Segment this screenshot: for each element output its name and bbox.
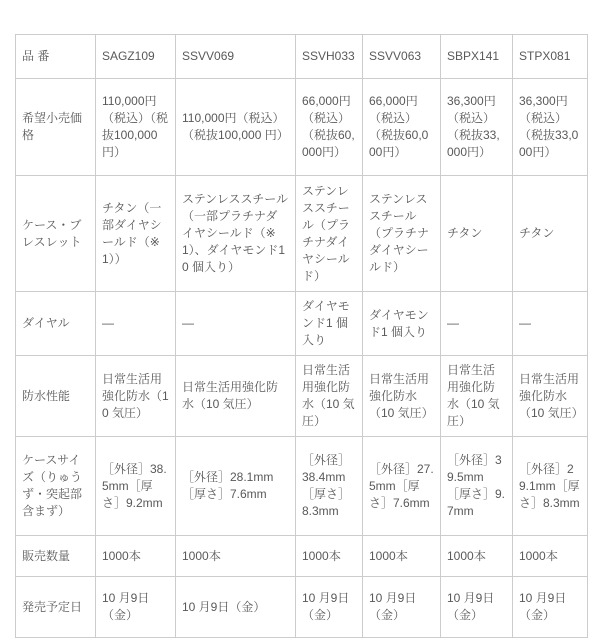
spec-cell: 1000本 bbox=[96, 536, 176, 577]
spec-cell: 10 月9日（金） bbox=[176, 577, 296, 638]
header-product-code: SSVV069 bbox=[176, 35, 296, 79]
table-row-water-resistance bbox=[16, 356, 588, 437]
spec-cell: 日常生活用強化防水（10 気圧） bbox=[363, 356, 441, 437]
spec-cell: 36,300円（税込）（税抜33,000円） bbox=[513, 79, 588, 176]
spec-cell: 10 月9日（金） bbox=[296, 577, 363, 638]
spec-cell: 10 月9日（金） bbox=[96, 577, 176, 638]
header-product-code: SSVV063 bbox=[363, 35, 441, 79]
header-product-code: STPX081 bbox=[513, 35, 588, 79]
spec-cell: 66,000円（税込）（税抜60,000円） bbox=[363, 79, 441, 176]
product-spec-table bbox=[15, 34, 588, 638]
spec-cell: 日常生活用強化防水（10 気圧） bbox=[96, 356, 176, 437]
spec-cell: ステンレススチール（プラチナダイヤシールド） bbox=[363, 176, 441, 292]
spec-cell: 1000本 bbox=[513, 536, 588, 577]
spec-cell: 日常生活用強化防水（10 気圧） bbox=[441, 356, 513, 437]
spec-cell: — bbox=[441, 292, 513, 356]
spec-cell: ステンレススチール（一部プラチナダイヤシールド（※1）、ダイヤモンド10 個入り） bbox=[176, 176, 296, 292]
spec-cell: チタン bbox=[513, 176, 588, 292]
spec-cell: 36,300円（税込）（税抜33,000円） bbox=[441, 79, 513, 176]
spec-cell: ［外径］27.5mm［厚さ］7.6mm bbox=[363, 437, 441, 536]
spec-cell: ［外径］39.5mm［厚さ］9.7mm bbox=[441, 437, 513, 536]
table-row-header bbox=[16, 35, 588, 79]
row-label: 希望小売価格 bbox=[16, 79, 96, 176]
spec-cell: — bbox=[96, 292, 176, 356]
spec-cell: チタン bbox=[441, 176, 513, 292]
spec-cell: ［外径］28.1mm［厚さ］7.6mm bbox=[176, 437, 296, 536]
spec-cell: — bbox=[176, 292, 296, 356]
spec-cell: 1000本 bbox=[363, 536, 441, 577]
spec-cell: ［外径］38.4mm［厚さ］8.3mm bbox=[296, 437, 363, 536]
table-row-case-size bbox=[16, 437, 588, 536]
spec-cell: — bbox=[513, 292, 588, 356]
spec-cell: 66,000円（税込）（税抜60,000円） bbox=[296, 79, 363, 176]
table-row-dial bbox=[16, 292, 588, 356]
spec-cell: ダイヤモンド1 個入り bbox=[363, 292, 441, 356]
spec-cell: 日常生活用強化防水（10 気圧） bbox=[296, 356, 363, 437]
spec-cell: ダイヤモンド1 個入り bbox=[296, 292, 363, 356]
row-label: ケース・ブレスレット bbox=[16, 176, 96, 292]
spec-cell: 10 月9日（金） bbox=[513, 577, 588, 638]
spec-cell: 日常生活用強化防水（10 気圧） bbox=[176, 356, 296, 437]
spec-cell: ［外径］38.5mm［厚さ］9.2mm bbox=[96, 437, 176, 536]
spec-cell: 1000本 bbox=[296, 536, 363, 577]
spec-cell: 10 月9日（金） bbox=[363, 577, 441, 638]
row-label: 防水性能 bbox=[16, 356, 96, 437]
spec-cell: 日常生活用強化防水（10 気圧） bbox=[513, 356, 588, 437]
spec-cell: 1000本 bbox=[441, 536, 513, 577]
table-row-retail-price bbox=[16, 79, 588, 176]
spec-cell: ［外径］29.1mm［厚さ］8.3mm bbox=[513, 437, 588, 536]
header-product-code: SSVH033 bbox=[296, 35, 363, 79]
spec-cell: 1000本 bbox=[176, 536, 296, 577]
row-label: 販売数量 bbox=[16, 536, 96, 577]
table-row-release-date bbox=[16, 577, 588, 638]
spec-cell: ステンレススチール（プラチナダイヤシールド） bbox=[296, 176, 363, 292]
header-product-code: SAGZ109 bbox=[96, 35, 176, 79]
spec-cell: 110,000円（税込）（税抜100,000円） bbox=[96, 79, 176, 176]
table-row-case-bracelet bbox=[16, 176, 588, 292]
header-product-code: SBPX141 bbox=[441, 35, 513, 79]
spec-cell: 10 月9日（金） bbox=[441, 577, 513, 638]
row-label: ケースサイズ（りゅうず・突起部含まず） bbox=[16, 437, 96, 536]
spec-cell: 110,000円（税込）（税抜100,000 円） bbox=[176, 79, 296, 176]
row-label: 発売予定日 bbox=[16, 577, 96, 638]
header-label-product-number: 品 番 bbox=[16, 35, 96, 79]
row-label: ダイヤル bbox=[16, 292, 96, 356]
spec-cell: チタン（一部ダイヤシールド（※1）） bbox=[96, 176, 176, 292]
table-row-sales-quantity bbox=[16, 536, 588, 577]
